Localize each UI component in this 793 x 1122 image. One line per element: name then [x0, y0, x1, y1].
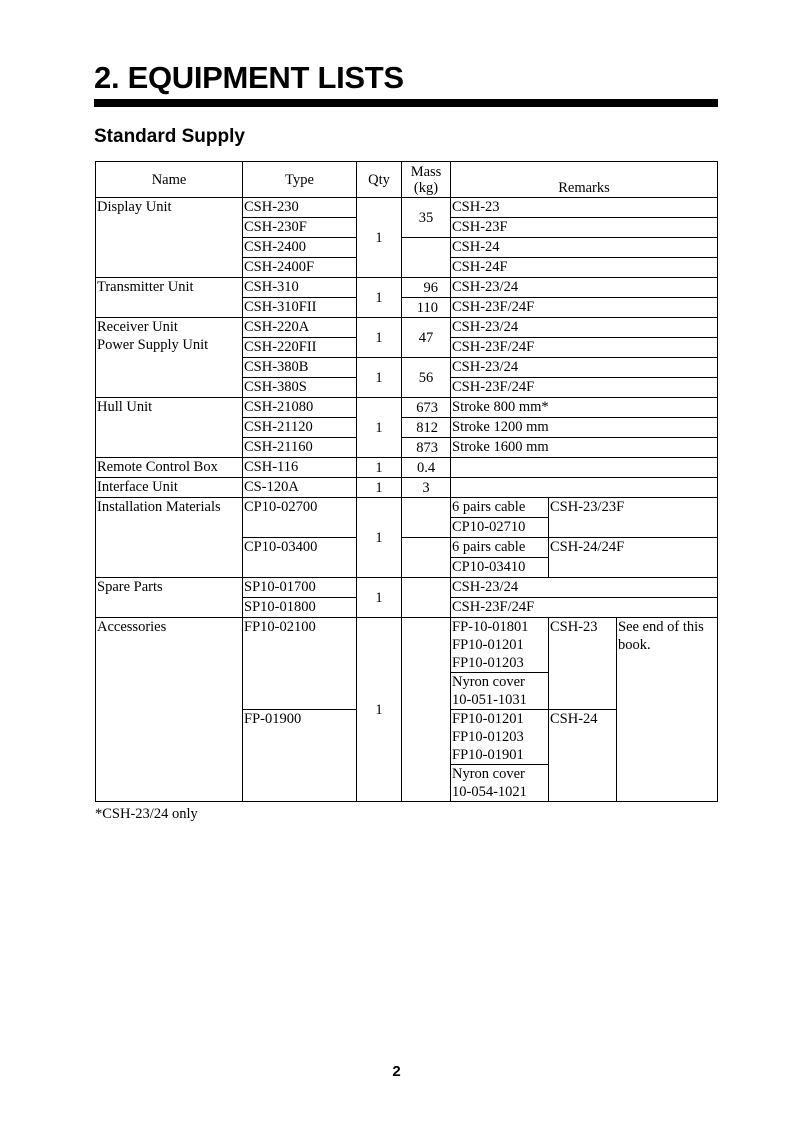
cell-name-receiver: [96, 318, 243, 398]
cell-name-hull: Hull Unit: [96, 398, 243, 458]
cell-qty: 1: [357, 458, 402, 478]
cell-name-accessories: Accessories: [96, 618, 243, 802]
page-title: 2. EQUIPMENT LISTS: [94, 60, 404, 95]
cell-model: CSH-23/23F: [549, 498, 718, 538]
cell-qty: 1: [357, 498, 402, 578]
cell-type: CSH-220A: [243, 318, 357, 338]
accessory-item: FP10-01203: [452, 729, 524, 745]
table-row: [96, 478, 718, 498]
cell-mass: 812: [402, 418, 451, 438]
cell-model: CSH-23: [549, 618, 617, 710]
accessory-item: FP10-01201: [452, 637, 524, 653]
cell-mass: 873: [402, 438, 451, 458]
table-row: [96, 198, 718, 218]
cover-line2: 10-051-1031: [452, 692, 527, 708]
cell-cable-code: CP10-03410: [451, 558, 549, 578]
cell-note: [617, 618, 718, 802]
col-header-qty: Qty: [357, 162, 402, 198]
cell-cable-code: CP10-02710: [451, 518, 549, 538]
cell-name-display: Display Unit: [96, 198, 243, 278]
cell-remarks: Stroke 1600 mm: [451, 438, 718, 458]
cell-cover: [451, 765, 549, 802]
note-line1: See end of this: [618, 619, 704, 635]
cell-remarks: CSH-23/24: [451, 318, 718, 338]
cell-remarks-empty: [451, 458, 718, 478]
table-row: [96, 318, 718, 338]
cell-mass: 96: [402, 278, 451, 298]
col-header-remarks: Remarks: [451, 162, 718, 198]
cell-mass: 47: [402, 318, 451, 358]
cell-type: CSH-116: [243, 458, 357, 478]
cell-remarks: Stroke 800 mm*: [451, 398, 718, 418]
equipment-table: [95, 161, 718, 802]
cell-remarks: CSH-23/24: [451, 278, 718, 298]
cell-qty: 1: [357, 358, 402, 398]
cell-remarks: CSH-23/24: [451, 358, 718, 378]
cell-qty: 1: [357, 318, 402, 358]
cell-name-installation: Installation Materials: [96, 498, 243, 578]
cover-line1: Nyron cover: [452, 766, 525, 782]
cell-accessory-items: [451, 618, 549, 673]
cell-type: CP10-02700: [243, 498, 357, 538]
cell-mass-empty: [402, 618, 451, 802]
cell-type: CSH-21160: [243, 438, 357, 458]
cell-remarks: CSH-23F/24F: [451, 298, 718, 318]
cell-type: CSH-2400F: [243, 258, 357, 278]
cell-type: CSH-230: [243, 198, 357, 218]
table-row: [96, 398, 718, 418]
cell-mass: 35: [402, 198, 451, 238]
cell-remarks: CSH-23F/24F: [451, 338, 718, 358]
cell-type: CSH-2400: [243, 238, 357, 258]
note-line2: book.: [618, 637, 651, 653]
name-receiver-line2: Power Supply Unit: [97, 337, 209, 353]
cell-type: CSH-220FII: [243, 338, 357, 358]
cell-cable: 6 pairs cable: [451, 538, 549, 558]
table-row: [96, 498, 718, 518]
cell-remarks: CSH-23F/24F: [451, 378, 718, 398]
cell-remarks: CSH-23F/24F: [451, 598, 718, 618]
footnote: *CSH-23/24 only: [95, 806, 198, 822]
accessory-item: FP10-01201: [452, 711, 524, 727]
cell-type: FP10-02100: [243, 618, 357, 710]
table-row: [96, 578, 718, 598]
cell-mass: 56: [402, 358, 451, 398]
cell-qty: 1: [357, 618, 402, 802]
cell-qty: 1: [357, 398, 402, 458]
cell-remarks: CSH-24: [451, 238, 718, 258]
section-heading: Standard Supply: [94, 126, 245, 147]
cell-cover: [451, 673, 549, 710]
cell-model: CSH-24/24F: [549, 538, 718, 578]
cell-mass: 3: [402, 478, 451, 498]
cell-mass-empty: [402, 538, 451, 578]
cell-mass-empty: [402, 498, 451, 538]
cell-mass-empty: [402, 238, 451, 278]
col-header-type: Type: [243, 162, 357, 198]
cell-remarks: CSH-23F: [451, 218, 718, 238]
cell-remarks: CSH-23/24: [451, 578, 718, 598]
cell-model: CSH-24: [549, 710, 617, 802]
cell-type: CSH-380S: [243, 378, 357, 398]
col-header-mass: [402, 162, 451, 198]
cell-name-transmitter: Transmitter Unit: [96, 278, 243, 318]
accessory-item: FP10-01901: [452, 747, 524, 763]
accessory-item: FP-10-01801: [452, 619, 529, 635]
mass-header-line1: Mass: [410, 163, 442, 180]
cell-accessory-items: [451, 710, 549, 765]
cover-line2: 10-054-1021: [452, 784, 527, 800]
cell-type: CSH-380B: [243, 358, 357, 378]
cell-qty: 1: [357, 198, 402, 278]
cell-remarks: Stroke 1200 mm: [451, 418, 718, 438]
cell-remarks: CSH-23: [451, 198, 718, 218]
page-number: 2: [392, 1063, 401, 1080]
cell-qty: 1: [357, 478, 402, 498]
cell-type: FP-01900: [243, 710, 357, 802]
table-row: [96, 278, 718, 298]
cell-type: CSH-21080: [243, 398, 357, 418]
col-header-name: Name: [96, 162, 243, 198]
cell-type: CSH-310FII: [243, 298, 357, 318]
cell-type: CSH-230F: [243, 218, 357, 238]
cell-qty: 1: [357, 278, 402, 318]
cell-mass: 673: [402, 398, 451, 418]
cell-remarks-empty: [451, 478, 718, 498]
table-row: [96, 458, 718, 478]
mass-header-line2: (kg): [413, 179, 439, 196]
cover-line1: Nyron cover: [452, 674, 525, 690]
cell-mass: 0.4: [402, 458, 451, 478]
table-header-row: [96, 162, 718, 198]
cell-type: CSH-310: [243, 278, 357, 298]
cell-name-interface: Interface Unit: [96, 478, 243, 498]
title-rule: [94, 99, 718, 107]
cell-type: CS-120A: [243, 478, 357, 498]
accessory-item: FP10-01203: [452, 655, 524, 671]
cell-type: CSH-21120: [243, 418, 357, 438]
cell-remarks: CSH-24F: [451, 258, 718, 278]
cell-type: CP10-03400: [243, 538, 357, 578]
cell-mass: 110: [402, 298, 451, 318]
cell-type: SP10-01700: [243, 578, 357, 598]
cell-name-remote: Remote Control Box: [96, 458, 243, 478]
cell-mass-empty: [402, 578, 451, 618]
cell-cable: 6 pairs cable: [451, 498, 549, 518]
cell-name-spare: Spare Parts: [96, 578, 243, 618]
name-receiver-line1: Receiver Unit: [97, 319, 178, 335]
table-row: [96, 618, 718, 673]
cell-qty: 1: [357, 578, 402, 618]
cell-type: SP10-01800: [243, 598, 357, 618]
